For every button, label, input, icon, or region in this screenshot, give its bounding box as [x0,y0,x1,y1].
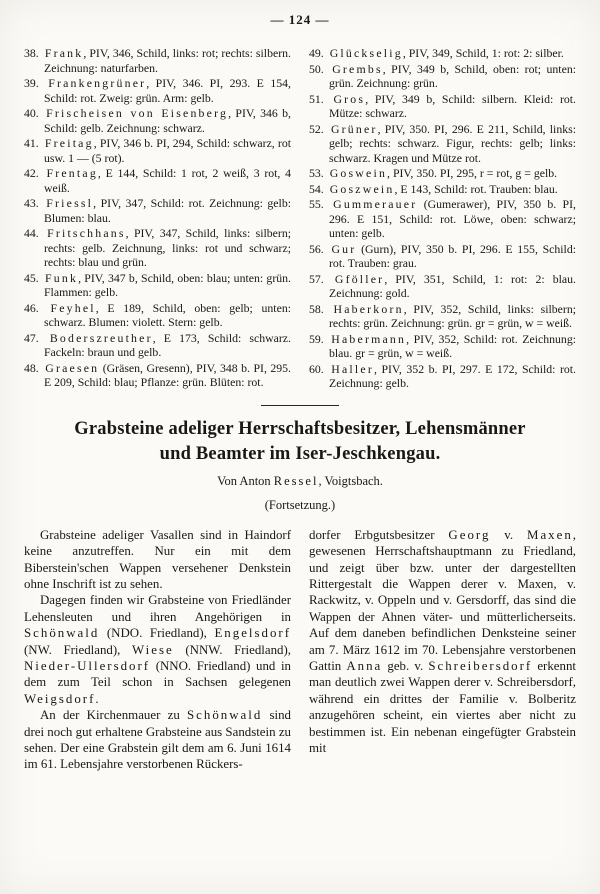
entry-description: , PIV, 349 b, Schild: silbern. Kleid: rot. Mütze: schwarz. [329,91,576,120]
entry-family-name: Frischeisen von Eisenberg [46,106,229,120]
register-entry [309,362,576,391]
byline-prefix: Von Anton [217,473,274,488]
paragraph-text: v. [490,527,527,542]
entry-family-name: Friessl [46,196,94,210]
emphasized-name: Nieder-Ullersdorf [24,658,151,673]
emphasized-name: Weigsdorf [24,691,96,706]
entry-number: 42. [24,166,39,180]
paragraph-text: . [95,691,99,706]
entry-family-name: Frentag [46,166,98,180]
entry-number: 52. [309,121,324,136]
entry-family-name: Funk [45,270,79,285]
register-entry [309,46,576,61]
article-title [24,417,576,467]
entry-description: , PIV, 346, Schild, links: rot; rechts: silbern. Zeichnung: naturfarben. [44,46,291,75]
entry-description: , PIV, 352 b. PI, 297. E 172, Schild: rot. Zeichnung: gelb. [329,361,577,390]
entry-number: 48. [24,360,39,375]
register-entry [24,271,291,300]
entry-number: 43. [24,196,39,210]
entry-number: 46. [24,300,39,315]
entry-family-name: Frankengrüner [48,76,147,90]
paragraph-text: (NDO. Friedland), [99,626,215,641]
register-entry [309,92,576,121]
register-entry [309,166,576,181]
entry-number: 39. [24,76,39,90]
entry-number: 57. [309,271,324,286]
entry-description: (Gräsen, Gresenn), PIV, 348 b. PI, 295. E 209, Schild: blau; Pflanze: grün. Blüten: rot. [44,360,291,389]
entry-description: , E 173, Schild: schwarz. Fackeln: braun und gelb. [44,330,291,359]
entry-family-name: Glückselig [329,46,403,60]
entry-number: 59. [309,331,324,346]
paragraph-text: dorfer Erbgutsbesitzer [309,527,449,542]
entry-description: , PIV, 352, Schild, links: silbern; rechts: grün. Zeichnung: grün. gr = grün, w = weiß. [329,301,577,330]
entry-family-name: Frank [44,46,84,60]
register-column-right [309,46,576,392]
paragraph-text: erkennt man deutlich zwei Wappen derer v. Schreibersdorf, während ein drittes der Familie v. Bolberitz anzugehören scheint, ein viertes aber nicht zu bestimmen ist. Ein nebenan eingefügter Grabstein mit [309,658,576,755]
entry-family-name: Gur [331,241,357,256]
register-entry [24,76,291,105]
emphasized-name: Schönwald [186,708,263,723]
entry-family-name: Haberkorn [333,301,404,316]
register-entry [309,182,576,197]
register-entry [24,166,291,195]
paragraph-text: sind drei noch gut erhaltene Grabsteine aus Sandstein zu sehen. Der eine Grabstein gilt dem am 6. Juni 1614 im 61. Lebensjahre verstorbenen Rückers- [24,708,291,772]
entry-number: 38. [24,46,39,60]
entry-description: , PIV, 350. PI, 296. E 211, Schild, links: gelb; rechts: schwarz. Figur, rechts: gelb; links: schwarz. Kragen und Mütze rot. [329,121,576,165]
entry-number: 51. [309,91,324,106]
entry-description: , E 189, Schild, oben: gelb; unten: schwarz. Blumen: violett. Stern: gelb. [44,300,291,329]
entry-family-name: Gummerauer [333,197,418,211]
paragraph-text: (NNW. Friedland), [173,642,292,657]
entry-description: , PIV, 349 b, Schild, oben: rot; unten: grün. Zeichnung: grün. [329,61,577,90]
register-entry [24,136,291,165]
entry-description: , PIV, 350. PI, 295, r = rot, g = gelb. [387,166,558,180]
register-entry [309,332,576,361]
article-body [24,527,576,773]
body-paragraph [24,592,291,707]
body-paragraph [24,707,291,773]
entry-description: , PIV, 349, Schild, 1: rot: 2: silber. [402,46,564,60]
article-title-line2: und Beamter im Iser-Jeschkengau. [159,443,441,464]
register-entry [309,302,576,331]
entry-number: 53. [309,166,324,180]
body-paragraph [309,527,576,756]
byline-suffix: , Voigtsbach. [318,473,383,488]
entry-description: , PIV, 347 b, Schild, oben: blau; unten: grün. Flammen: gelb. [44,270,291,299]
continuation-note: (Fortsetzung.) [264,497,336,512]
entry-description: (Gumerawer), PIV, 350 b. PI, 296. E 151, Schild: rot. Löwe, oben: schwarz; unten: gelb. [329,197,576,240]
entry-number: 54. [309,181,324,196]
entry-number: 49. [309,46,324,60]
entry-family-name: Grembs [332,61,383,76]
entry-number: 47. [24,330,39,345]
entry-family-name: Haller [331,361,374,376]
paragraph-text: Grabsteine adeliger Vasallen sind in Haindorf keine anzutreffen. Nur ein mit dem Biberstein'schen Wappen versehener Denkstein ohne Inschrift ist zu sehen. [24,527,291,591]
entry-number: 41. [24,136,39,150]
entry-family-name: Graesen [45,360,100,375]
emphasized-name: Georg [448,527,491,542]
author-name: Ressel [273,473,319,488]
entry-description: (Gurn), PIV, 350 b. PI, 296. E 155, Schild: rot. Trauben: grau. [329,241,577,270]
entry-description: , E 144, Schild: 1 rot, 2 weiß, 3 rot, 4 weiß. [44,166,291,195]
entry-family-name: Goswein [329,166,388,180]
entry-description: , PIV, 346. PI, 293. E 154, Schild: rot. Zweig: grün. Arm: gelb. [44,76,291,105]
entry-number: 55. [309,197,324,211]
emphasized-name: Schreibersdorf [428,658,533,673]
register-column-left [24,46,291,392]
paragraph-text: , gewesenen Herrschaftshauptmann zu Friedland, und zeigt über bzw. unter der dargestellten Rittergestalt die Wappen derer v. Maxen, v. Rackwitz, v. Oppeln und v. Gersdorff, das sind die Wappen der Ahnen väter- und mütterlicherseits. Auf dem daneben befindlichen Denksteine seiner am 7. März 1612 im 70. Lebensjahre verstorbenen Gattin [309,527,577,673]
entry-description: , E 143, Schild: rot. Trauben: blau. [394,181,558,196]
entry-description: , PIV, 347, Schild: rot. Zeichnung: gelb: Blumen: blau. [44,196,291,225]
entry-description: , PIV, 347, Schild, links: silbern; rechts: gelb. Zeichnung, links: rot und schwarz; rechts: blau und grün. [44,226,292,269]
entry-family-name: Boderszreuther [49,330,153,345]
emphasized-name: Wiese [132,642,174,657]
paragraph-text: An der Kirchenmauer zu [40,708,187,723]
register-entry [24,361,291,390]
section-divider [261,405,339,406]
entry-family-name: Grüner [330,121,378,136]
entry-description: , PIV, 351, Schild, 1: rot: 2: blau. Zeichnung: gold. [329,271,576,300]
body-paragraph [24,527,291,593]
register-entry [24,196,291,225]
emphasized-name: Maxen [526,527,573,542]
register-entry [309,197,576,241]
body-column-right [309,527,576,773]
body-column-left [24,527,291,773]
register-entry [24,331,291,360]
emphasized-name: Engelsdorf [214,626,291,641]
emphasized-name: Anna [346,658,383,673]
register-entry [24,301,291,330]
entry-description: , PIV, 346 b, Schild: gelb. Zeichnung: schwarz. [44,106,291,135]
article-byline [24,474,576,489]
register-entry [309,242,576,271]
paragraph-text: (NW. Friedland), [24,642,132,657]
entry-number: 44. [24,226,39,240]
article-title-line1: Grabsteine adeliger Herrschaftsbesitzer, Lehensmänner [74,418,526,439]
emphasized-name: Schönwald [24,626,100,641]
register-entry [24,226,291,270]
heraldic-register [24,46,576,392]
entry-family-name: Gros [333,91,366,106]
entry-description: , PIV, 346 b. PI, 294, Schild: schwarz, rot usw. 1 — (5 rot). [44,136,292,165]
entry-number: 56. [309,241,324,256]
register-entry [309,62,576,91]
entry-family-name: Habermann [331,331,407,346]
entry-description: , PIV, 352, Schild: rot. Zeichnung: blau. gr = grün, w = weiß. [329,331,576,360]
register-entry [309,122,576,166]
entry-number: 40. [24,106,39,120]
page-number: — 124 — [270,12,330,27]
entry-family-name: Fritschhans [47,226,126,240]
entry-number: 45. [24,270,39,285]
entry-number: 60. [309,361,324,376]
paragraph-text: geb. v. [382,658,429,673]
paragraph-text: Dagegen finden wir Grabsteine von Friedländer Lehensleuten und ihren Angehörigen in [24,593,291,624]
entry-family-name: Goszwein [329,181,395,196]
paragraph-text: (NNO. Friedland) und in dem zum Teil schon in Sachsen gelegenen [24,658,291,690]
entry-number: 50. [309,61,324,76]
entry-family-name: Feyhel [50,300,96,315]
entry-family-name: Freitag [44,136,94,150]
register-entry [24,46,291,75]
entry-number: 58. [309,301,324,316]
register-entry [24,106,291,135]
register-entry [309,272,576,301]
entry-family-name: Gföller [334,271,385,286]
